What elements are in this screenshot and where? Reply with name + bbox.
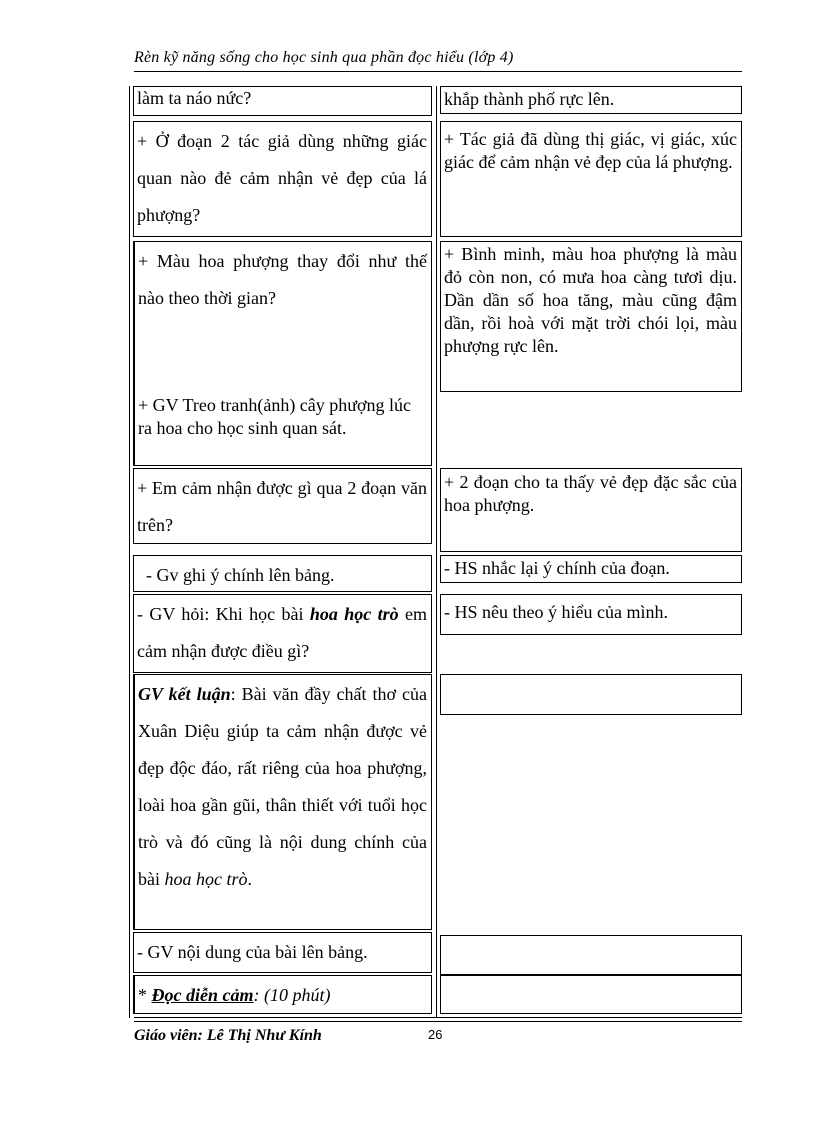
page-header: Rèn kỹ năng sống cho học sinh qua phần đọc hiểu (lớp 4) (134, 49, 514, 66)
row3-left-question: + Màu hoa phượng thay đổi như thế nào theo thời gian? (138, 251, 427, 308)
row1-left (133, 86, 432, 116)
row6-left-suffix: em cảm nhận được điều gì? (137, 604, 427, 661)
footer-rule-bottom (134, 1021, 742, 1022)
row2-left (133, 121, 432, 237)
row9-left-italic: (10 phút) (263, 985, 331, 1005)
row4-left-text: + Em cảm nhận được gì qua 2 đoạn văn trên? (137, 478, 427, 535)
row7-left-emph: GV kết luận (138, 684, 231, 704)
row9-right (440, 975, 742, 1014)
row7-right (440, 674, 742, 715)
row3-left-note: + GV Treo tranh(ảnh) cây phượng lúc ra hoa cho học sinh quan sát. (138, 395, 412, 438)
row8-left-text: - GV nội dung của bài lên bảng. (137, 942, 368, 962)
left-border-line (129, 86, 130, 1018)
row6-right (440, 594, 742, 635)
header-rule (134, 71, 742, 72)
row9-left (133, 975, 432, 1014)
row4-right (440, 468, 742, 552)
row5-left-text: - Gv ghi ý chính lên bảng. (146, 565, 335, 585)
column-divider (436, 86, 437, 1018)
row8-right (440, 935, 742, 975)
row5-right-text: - HS nhắc lại ý chính của đoạn. (444, 558, 670, 578)
row2-right-text: + Tác giả đã dùng thị giác, vị giác, xúc giác để cảm nhận vẻ đẹp của lá phượng. (444, 129, 737, 172)
row2-left-text: + Ở đoạn 2 tác giả dùng những giác quan nào đẻ cảm nhận vẻ đẹp của lá phượng? (137, 131, 427, 225)
row6-right-text: - HS nêu theo ý hiểu của mình. (444, 602, 668, 622)
row2-right (440, 121, 742, 237)
row7-left (133, 674, 432, 930)
row7-left-body: : Bài văn đầy chất thơ của Xuân Diệu giúp ta cảm nhận được vẻ đẹp độc đáo, rất riêng của hoa phượng, loài hoa gần gũi, thân thiết với tuổi học trò và đó cũng là nội dung chính của bài (138, 684, 427, 889)
footer-rule-top (134, 1017, 742, 1018)
row6-left-emph: hoa học trò (309, 604, 399, 624)
row1-right-text: khắp thành phố rực lên. (444, 89, 615, 109)
row3-right (440, 241, 742, 392)
row1-left-text: làm ta náo nức? (137, 88, 252, 108)
row5-right (440, 555, 742, 583)
row7-left-italic: hoa học trò (164, 869, 248, 889)
row9-left-emph: Đọc diễn cảm (151, 985, 254, 1005)
row1-right (440, 86, 742, 114)
row5-left (133, 555, 432, 592)
row8-left (133, 932, 432, 973)
row3-left (133, 241, 432, 466)
row4-left (133, 468, 432, 544)
row6-left (133, 594, 432, 673)
row7-left-end: . (247, 869, 252, 889)
row9-left-colon: : (253, 985, 264, 1005)
row6-left-prefix: - GV hỏi: Khi học bài (137, 604, 310, 624)
row3-right-text: + Bình minh, màu hoa phượng là màu đỏ còn non, có mưa hoa càng tươi dịu. Dần dần số hoa tăng, màu cũng đậm dần, rồi hoà với mặt trời chói lọi, màu phượng rực lên. (444, 244, 737, 356)
row4-right-text: + 2 đoạn cho ta thấy vẻ đẹp đặc sắc của hoa phượng. (444, 472, 737, 515)
footer-teacher: Giáo viên: Lê Thị Như Kính (134, 1027, 322, 1044)
row9-left-star: * (138, 985, 152, 1005)
page-number: 26 (428, 1027, 443, 1042)
